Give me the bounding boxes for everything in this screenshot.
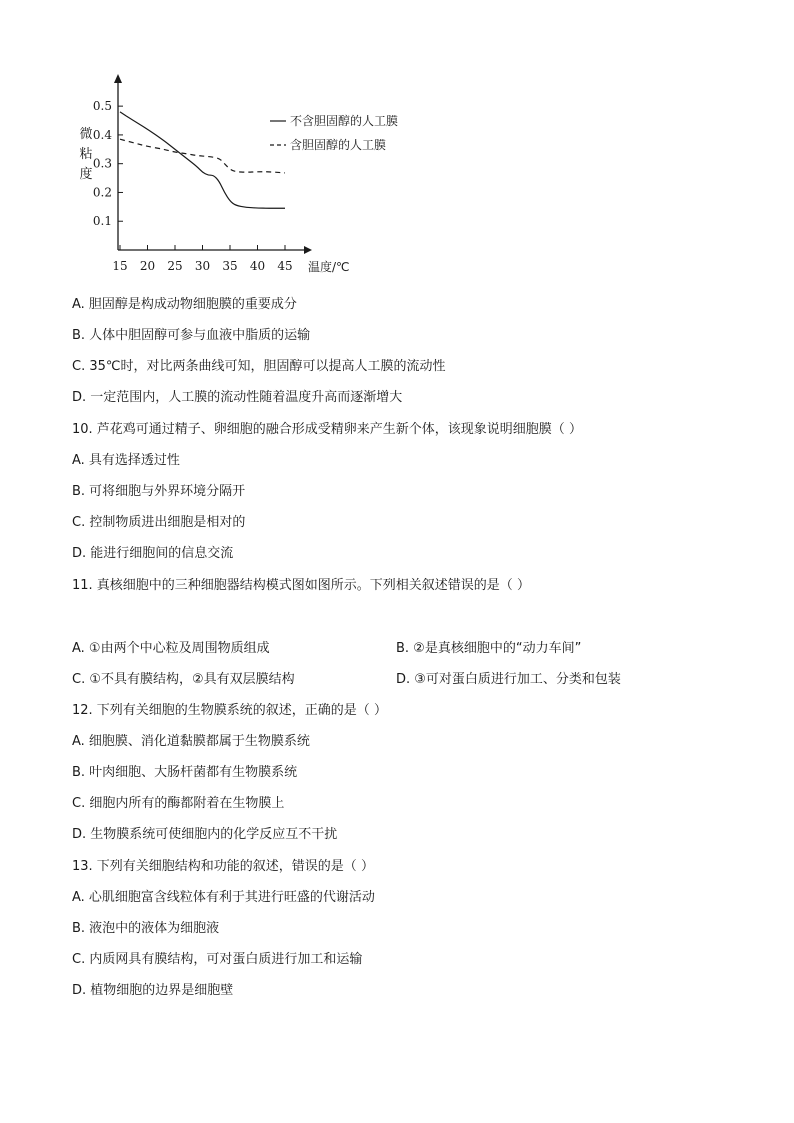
x-tick-label: 30 <box>194 259 211 273</box>
y-tick-label: 0.4 <box>92 127 112 142</box>
y-axis-arrow <box>114 74 122 83</box>
series-line-with-cholesterol <box>120 139 285 173</box>
x-tick-label: 45 <box>277 259 293 273</box>
x-tick-label: 15 <box>112 259 128 273</box>
legend-label: 含胆固醇的人工膜 <box>290 138 387 152</box>
q13-option-d: D. 植物细胞的边界是细胞壁 <box>72 983 234 998</box>
q11-option-b: B. ②是真核细胞中的“动力车间” <box>396 641 582 656</box>
x-tick-label: 25 <box>167 259 183 273</box>
q11-stem: 11. 真核细胞中的三种细胞器结构模式图如图所示。下列相关叙述错误的是（ ） <box>72 578 530 593</box>
q10-option-a: A. 具有选择透过性 <box>72 453 180 468</box>
y-tick-label: 0.5 <box>92 99 112 114</box>
q10-stem: 10. 芦花鸡可通过精子、卵细胞的融合形成受精卵来产生新个体，该现象说明细胞膜（ ） <box>72 422 582 437</box>
q10-option-c: C. 控制物质进出细胞是相对的 <box>72 515 246 530</box>
q10-option-d: D. 能进行细胞间的信息交流 <box>72 546 234 561</box>
y-axis-label-char: 度 <box>79 167 93 182</box>
q13-stem: 13. 下列有关细胞结构和功能的叙述，错误的是（ ） <box>72 859 374 874</box>
q12-option-b: B. 叶肉细胞、大肠杆菌都有生物膜系统 <box>72 765 298 780</box>
y-tick-label: 0.2 <box>92 185 112 200</box>
q9-option-a: A. 胆固醇是构成动物细胞膜的重要成分 <box>72 297 297 312</box>
q9-option-c: C. 35℃时，对比两条曲线可知，胆固醇可以提高人工膜的流动性 <box>72 359 446 374</box>
q10-option-b: B. 可将细胞与外界环境分隔开 <box>72 484 246 499</box>
y-tick-label: 0.1 <box>92 214 112 229</box>
q13-option-b: B. 液泡中的液体为细胞液 <box>72 921 220 936</box>
y-axis-label-char: 微 <box>79 127 93 142</box>
q9-option-b: B. 人体中胆固醇可参与血液中脂质的运输 <box>72 328 311 343</box>
x-tick-label: 40 <box>249 259 266 273</box>
q12-stem: 12. 下列有关细胞的生物膜系统的叙述，正确的是（ ） <box>72 703 387 718</box>
x-axis-arrow <box>304 246 312 254</box>
q9-option-d: D. 一定范围内，人工膜的流动性随着温度升高而逐渐增大 <box>72 390 403 405</box>
q13-option-a: A. 心肌细胞富含线粒体有利于其进行旺盛的代谢活动 <box>72 890 375 905</box>
q11-option-a: A. ①由两个中心粒及周围物质组成 <box>72 641 270 656</box>
viscosity-temperature-chart <box>70 72 430 282</box>
legend-label: 不含胆固醇的人工膜 <box>290 114 399 128</box>
q12-option-d: D. 生物膜系统可使细胞内的化学反应互不干扰 <box>72 827 338 842</box>
y-axis-label-char: 粘 <box>79 147 93 162</box>
q11-option-d: D. ③可对蛋白质进行加工、分类和包装 <box>396 672 621 687</box>
q12-option-c: C. 细胞内所有的酶都附着在生物膜上 <box>72 796 285 811</box>
x-tick-label: 20 <box>139 259 156 273</box>
x-axis-label: 温度/℃ <box>308 260 350 274</box>
series-line-without-cholesterol <box>120 112 285 208</box>
q11-option-c: C. ①不具有膜结构，②具有双层膜结构 <box>72 672 295 687</box>
x-tick-label: 35 <box>222 259 238 273</box>
q12-option-a: A. 细胞膜、消化道黏膜都属于生物膜系统 <box>72 734 310 749</box>
y-tick-label: 0.3 <box>92 156 112 171</box>
chart-svg <box>70 72 430 282</box>
q13-option-c: C. 内质网具有膜结构，可对蛋白质进行加工和运输 <box>72 952 363 967</box>
